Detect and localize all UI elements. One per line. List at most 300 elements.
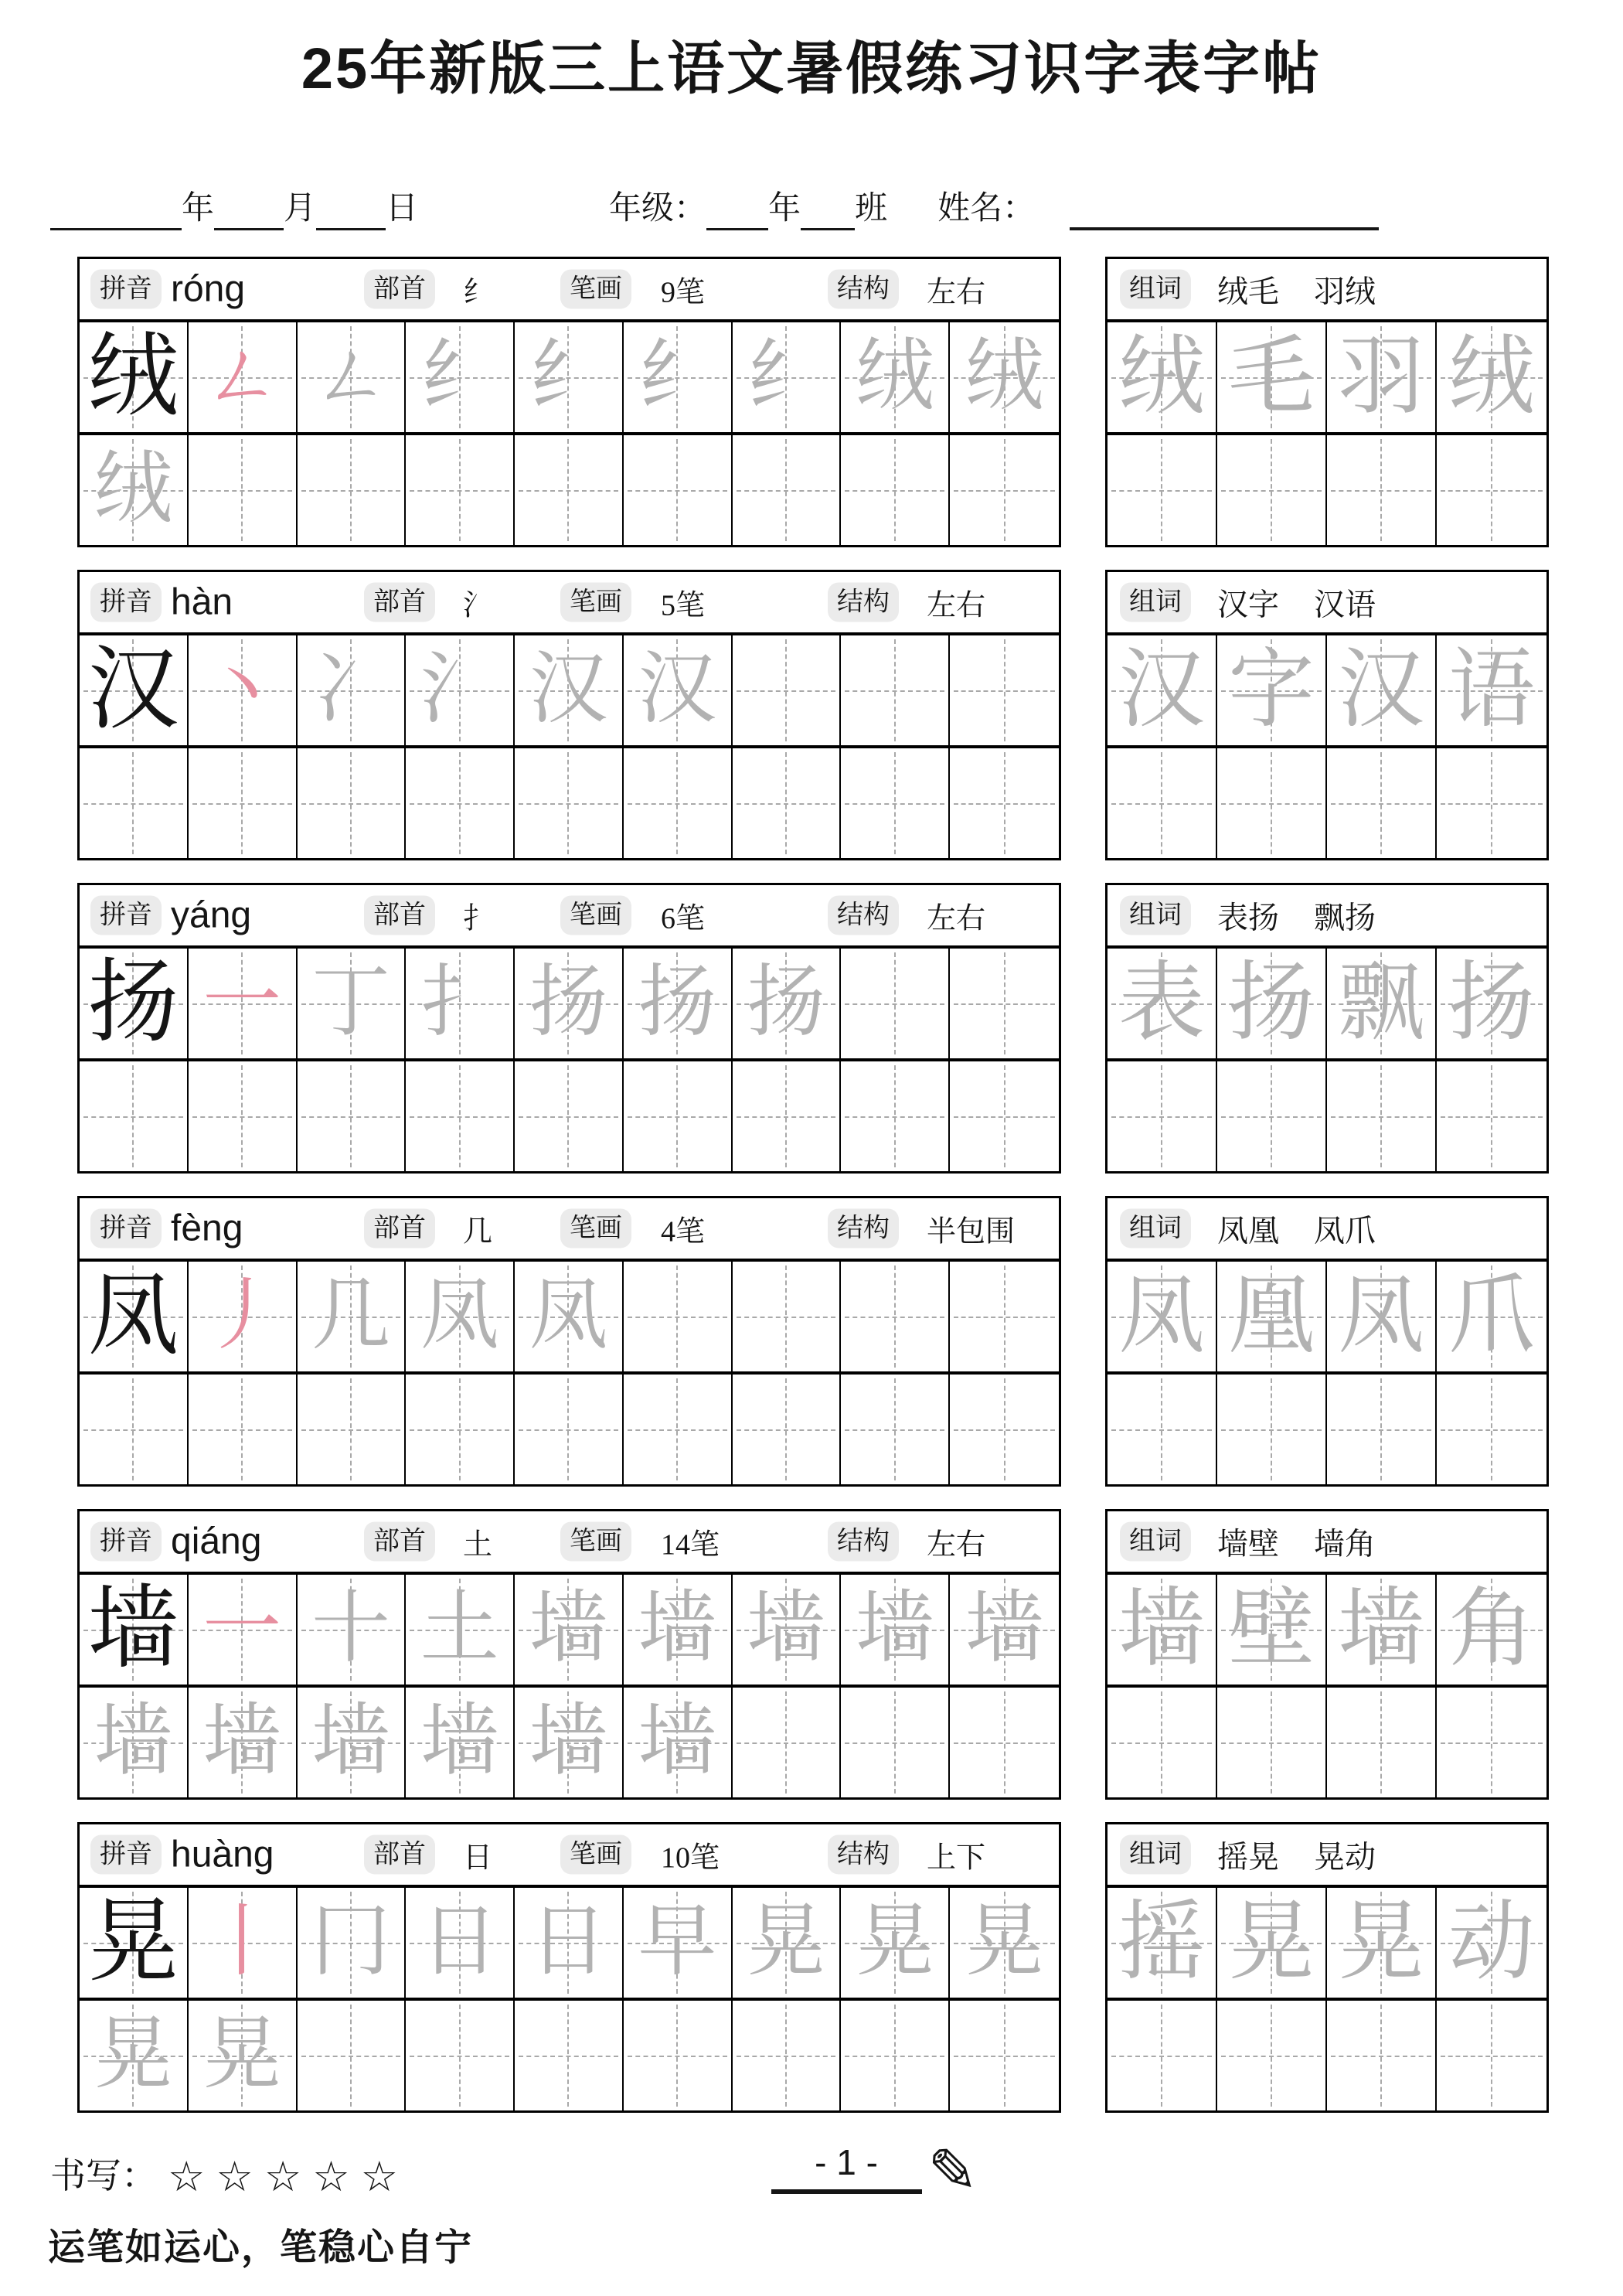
- date-day-blank: [316, 192, 386, 230]
- practice-cell: [950, 1375, 1059, 1484]
- structure-value: 左右: [927, 276, 986, 309]
- stroke-glyph: 晃: [965, 1899, 1044, 1986]
- hanzi-cell: [80, 949, 189, 1058]
- pinyin-value: róng: [171, 268, 246, 310]
- practice-cell: [1437, 1061, 1546, 1171]
- stroke-cell: [80, 2001, 189, 2110]
- character-panel-header: [80, 1824, 1059, 1888]
- practice-cell: [950, 748, 1059, 858]
- date-month-blank: [214, 192, 284, 230]
- stroke-cell: [298, 1262, 407, 1371]
- stroke-cell: [406, 1575, 515, 1685]
- stroke-glyph: 墙: [638, 1698, 717, 1786]
- main-character: 凤: [87, 1266, 179, 1367]
- word-trace-glyph: 扬: [1448, 956, 1535, 1051]
- stroke-cell: [80, 1688, 189, 1797]
- word-trace-cell: [1108, 1888, 1217, 1998]
- word-trace-glyph: 飘: [1338, 956, 1424, 1051]
- stroke-cell: [624, 322, 733, 432]
- stroke-cell: [624, 949, 733, 1058]
- word-trace-cell: [1108, 635, 1217, 745]
- stroke-cell: [515, 1688, 624, 1797]
- radical-value: 几: [463, 1215, 493, 1248]
- word-trace-cell: [1217, 1575, 1327, 1685]
- section-凤: [77, 1196, 1549, 1487]
- practice-cell: [298, 435, 407, 545]
- word-trace-cell: [1108, 1575, 1217, 1685]
- word-grid-row-2: [1108, 2001, 1546, 2110]
- stroke-glyph: 墙: [965, 1586, 1044, 1673]
- stroke-glyph: 扌: [420, 959, 499, 1047]
- date-month-label: 月: [284, 191, 317, 227]
- stroke-cell: [298, 1688, 407, 1797]
- practice-cell: [733, 2001, 842, 2110]
- stroke-cell: [298, 1575, 407, 1685]
- date-year-label: 年: [182, 191, 215, 227]
- writing-score: [50, 2148, 409, 2199]
- stroke-glyph: 日: [529, 1899, 608, 1986]
- stroke-cell: [515, 949, 624, 1058]
- section-墙: [77, 1509, 1549, 1800]
- radical-label: 部首: [364, 582, 435, 622]
- radical-value: 日: [463, 1841, 493, 1875]
- word-trace-cell: [1327, 1575, 1437, 1685]
- stroke-grid-row-1: [80, 1888, 1059, 2001]
- practice-cell: [515, 1061, 624, 1171]
- word-trace-cell: [1327, 949, 1437, 1058]
- stroke-cell: [189, 1688, 298, 1797]
- words-panel-header: [1108, 1824, 1546, 1888]
- main-character: 晃: [87, 1892, 179, 1993]
- practice-cell: [1437, 435, 1546, 545]
- stroke-cell: [624, 635, 733, 745]
- word-trace-glyph: 墙: [1338, 1582, 1424, 1678]
- practice-cell: [950, 1262, 1059, 1371]
- stroke-glyph: ㄥ: [311, 333, 390, 421]
- stroke-glyph: 扬: [529, 959, 608, 1047]
- structure-label: 结构: [828, 1208, 899, 1248]
- character-panel: [77, 257, 1061, 547]
- pinyin-label: 拼音: [90, 269, 162, 308]
- strokes-value: 6笔: [661, 902, 706, 935]
- stroke-cell: [406, 1262, 515, 1371]
- strokes-value: 14笔: [661, 1528, 720, 1562]
- hanzi-cell: [80, 635, 189, 745]
- radical-label: 部首: [364, 895, 435, 935]
- page-number: [769, 2141, 924, 2194]
- word-trace-glyph: 绒: [1448, 329, 1535, 425]
- section-汉: [77, 570, 1549, 860]
- stroke-cell: [515, 1262, 624, 1371]
- words-label: 组词: [1120, 582, 1191, 622]
- stroke-cell: [298, 635, 407, 745]
- practice-cell: [1108, 1375, 1217, 1484]
- section-扬: [77, 883, 1549, 1174]
- pinyin-value: fèng: [171, 1208, 243, 1249]
- stroke-glyph: 晃: [202, 2012, 282, 2099]
- words-label: 组词: [1120, 269, 1191, 308]
- practice-cell: [1437, 1688, 1546, 1797]
- stroke-cell: [298, 949, 407, 1058]
- practice-cell: [1108, 435, 1217, 545]
- practice-cell: [733, 1375, 842, 1484]
- words-panel-header: [1108, 885, 1546, 949]
- practice-cell: [733, 635, 842, 745]
- structure-value: 左右: [927, 1528, 986, 1562]
- word-trace-cell: [1217, 1888, 1327, 1998]
- practice-cell: [406, 748, 515, 858]
- word-trace-glyph: 羽: [1338, 329, 1424, 425]
- word-trace-glyph: 墙: [1118, 1582, 1205, 1678]
- practice-cell: [80, 1061, 189, 1171]
- character-panel-header: [80, 885, 1059, 949]
- character-panel: [77, 883, 1061, 1174]
- stroke-cell: [406, 635, 515, 745]
- word-trace-glyph: 扬: [1228, 956, 1315, 1051]
- hanzi-cell: [80, 322, 189, 432]
- words-value: [1217, 581, 1376, 625]
- stroke-cell: [841, 1888, 950, 1998]
- character-panel: [77, 570, 1061, 860]
- practice-cell: [733, 1688, 842, 1797]
- word-trace-cell: [1437, 1575, 1546, 1685]
- words-panel-header: [1108, 572, 1546, 635]
- strokes-value: 9笔: [661, 276, 706, 309]
- radical-label: 部首: [364, 269, 435, 308]
- word-trace-glyph: 晃: [1338, 1895, 1424, 1991]
- stroke-cell: [189, 949, 298, 1058]
- radical-value: 纟: [463, 276, 493, 309]
- words-value: [1217, 267, 1376, 312]
- word-trace-cell: [1437, 1262, 1546, 1371]
- word-2: 晃动: [1314, 1839, 1376, 1875]
- grade-year-label: 年: [768, 191, 801, 227]
- practice-cell: [189, 1061, 298, 1171]
- practice-cell: [298, 1375, 407, 1484]
- word-trace-cell: [1327, 635, 1437, 745]
- word-trace-cell: [1327, 1888, 1437, 1998]
- practice-cell: [733, 748, 842, 858]
- character-panel-header: [80, 572, 1059, 635]
- practice-cell: [515, 435, 624, 545]
- practice-cell: [406, 1375, 515, 1484]
- section-晃: [77, 1822, 1549, 2113]
- stroke-cell: [189, 322, 298, 432]
- stroke-cell: [298, 1888, 407, 1998]
- strokes-value: 4笔: [661, 1215, 706, 1248]
- stroke-cell: [950, 322, 1059, 432]
- word-trace-cell: [1437, 635, 1546, 745]
- name-label: 姓名：: [937, 191, 1036, 227]
- practice-cell: [950, 1061, 1059, 1171]
- stroke-cell: [733, 949, 842, 1058]
- practice-cell: [1108, 748, 1217, 858]
- stroke-glyph: 冂: [311, 1899, 390, 1986]
- words-panel: [1105, 883, 1549, 1174]
- stroke-cell: [624, 1575, 733, 1685]
- grade-class-label: 班: [855, 191, 888, 227]
- words-value: [1217, 1833, 1376, 1877]
- practice-cell: [1217, 435, 1327, 545]
- stroke-glyph: 扬: [638, 959, 717, 1047]
- page-title: 25年新版三上语文暑假练习识字表字帖: [301, 36, 1322, 100]
- practice-cell: [406, 435, 515, 545]
- stroke-cell: [515, 635, 624, 745]
- stroke-glyph: 晃: [94, 2012, 173, 2099]
- stroke-glyph: 一: [202, 1586, 282, 1673]
- stroke-glyph: 汉: [529, 646, 608, 734]
- stroke-grid-row-1: [80, 949, 1059, 1061]
- practice-cell: [1327, 435, 1437, 545]
- stroke-glyph: 一: [202, 959, 282, 1047]
- hanzi-cell: [80, 1262, 189, 1371]
- word-trace-glyph: 凰: [1228, 1269, 1315, 1364]
- date-line: [50, 187, 1379, 230]
- word-trace-cell: [1108, 1262, 1217, 1371]
- stroke-grid-row-1: [80, 635, 1059, 748]
- stroke-cell: [189, 635, 298, 745]
- word-trace-cell: [1108, 322, 1217, 432]
- word-trace-glyph: 凤: [1118, 1269, 1205, 1364]
- practice-cell: [298, 748, 407, 858]
- practice-cell: [841, 1688, 950, 1797]
- practice-cell: [1217, 748, 1327, 858]
- practice-cell: [298, 1061, 407, 1171]
- stroke-grid-row-1: [80, 1575, 1059, 1688]
- stroke-grid-row-1: [80, 1262, 1059, 1375]
- main-character: 汉: [87, 639, 179, 741]
- character-panel: [77, 1196, 1061, 1487]
- stroke-glyph: 十: [311, 1586, 390, 1673]
- word-grid-row-2: [1108, 1688, 1546, 1797]
- word-trace-glyph: 表: [1118, 956, 1205, 1051]
- radical-value: 土: [463, 1528, 493, 1562]
- word-grid-row-1: [1108, 322, 1546, 435]
- word-trace-cell: [1217, 949, 1327, 1058]
- stroke-grid-row-2: [80, 435, 1059, 545]
- word-trace-glyph: 字: [1228, 642, 1315, 738]
- character-panel: [77, 1509, 1061, 1800]
- stroke-cell: [80, 435, 189, 545]
- word-grid-row-2: [1108, 1061, 1546, 1171]
- words-label: 组词: [1120, 895, 1191, 935]
- date-day-label: 日: [386, 191, 419, 227]
- stroke-cell: [406, 949, 515, 1058]
- word-trace-glyph: 汉: [1338, 642, 1424, 738]
- stroke-glyph: 丨: [202, 1899, 282, 1986]
- stroke-grid-row-2: [80, 2001, 1059, 2110]
- stroke-grid-row-2: [80, 1688, 1059, 1797]
- stroke-grid-row-1: [80, 322, 1059, 435]
- word-trace-glyph: 晃: [1228, 1895, 1315, 1991]
- stroke-cell: [624, 1688, 733, 1797]
- practice-cell: [1327, 1688, 1437, 1797]
- practice-cell: [950, 949, 1059, 1058]
- practice-cell: [515, 1375, 624, 1484]
- practice-cell: [80, 1375, 189, 1484]
- stroke-glyph: 墙: [311, 1698, 390, 1786]
- practice-cell: [1108, 1688, 1217, 1797]
- practice-cell: [733, 1262, 842, 1371]
- structure-value: 左右: [927, 902, 986, 935]
- stroke-glyph: 墙: [855, 1586, 934, 1673]
- stroke-cell: [733, 1575, 842, 1685]
- practice-cell: [1217, 1688, 1327, 1797]
- practice-cell: [624, 435, 733, 545]
- practice-cell: [1437, 2001, 1546, 2110]
- practice-cell: [1327, 748, 1437, 858]
- words-value: [1217, 1520, 1376, 1564]
- strokes-value: 5笔: [661, 589, 706, 622]
- stroke-cell: [189, 1575, 298, 1685]
- stroke-glyph: 纟: [638, 333, 717, 421]
- word-trace-cell: [1217, 1262, 1327, 1371]
- practice-cell: [841, 1375, 950, 1484]
- stroke-glyph: 冫: [311, 646, 390, 734]
- character-panel-header: [80, 259, 1059, 322]
- stroke-glyph: 凤: [529, 1272, 608, 1360]
- structure-label: 结构: [828, 1834, 899, 1874]
- stroke-glyph: 丁: [311, 959, 390, 1047]
- practice-cell: [733, 435, 842, 545]
- stroke-glyph: 晃: [855, 1899, 934, 1986]
- words-value: [1217, 1207, 1376, 1251]
- writing-label: 书写：: [50, 2156, 157, 2196]
- sections-container: [77, 257, 1549, 2135]
- practice-cell: [624, 748, 733, 858]
- practice-cell: [1217, 1061, 1327, 1171]
- practice-cell: [841, 435, 950, 545]
- word-trace-glyph: 绒: [1118, 329, 1205, 425]
- radical-value: 扌: [463, 902, 493, 935]
- stroke-cell: [189, 1888, 298, 1998]
- practice-cell: [1217, 2001, 1327, 2110]
- radical-label: 部首: [364, 1521, 435, 1561]
- practice-cell: [515, 2001, 624, 2110]
- structure-label: 结构: [828, 582, 899, 622]
- practice-cell: [1437, 1375, 1546, 1484]
- section-绒: [77, 257, 1549, 547]
- stroke-cell: [950, 1575, 1059, 1685]
- practice-cell: [841, 2001, 950, 2110]
- pinyin-label: 拼音: [90, 582, 162, 622]
- pinyin-label: 拼音: [90, 1208, 162, 1248]
- word-1: 凤凰: [1217, 1213, 1279, 1248]
- structure-label: 结构: [828, 895, 899, 935]
- stroke-cell: [515, 1575, 624, 1685]
- stroke-cell: [189, 1262, 298, 1371]
- stroke-glyph: 纟: [529, 333, 608, 421]
- stroke-glyph: 绒: [965, 333, 1044, 421]
- stroke-grid-row-2: [80, 1061, 1059, 1171]
- stroke-cell: [515, 1888, 624, 1998]
- word-grid-row-1: [1108, 1262, 1546, 1375]
- word-2: 羽绒: [1314, 274, 1376, 309]
- grade-year-blank: [706, 192, 768, 230]
- stroke-cell: [733, 1888, 842, 1998]
- practice-cell: [950, 2001, 1059, 2110]
- practice-cell: [950, 1688, 1059, 1797]
- word-grid-row-1: [1108, 1575, 1546, 1688]
- structure-value: 左右: [927, 589, 986, 622]
- word-trace-glyph: 角: [1448, 1582, 1535, 1678]
- footer-slogan: 运笔如运心，笔稳心自宁: [48, 2227, 474, 2268]
- strokes-label: 笔画: [560, 1208, 631, 1248]
- stroke-glyph: 纟: [420, 333, 499, 421]
- practice-cell: [841, 635, 950, 745]
- strokes-label: 笔画: [560, 1521, 631, 1561]
- stroke-cell: [950, 1888, 1059, 1998]
- word-trace-cell: [1437, 1888, 1546, 1998]
- date-year-blank: [50, 192, 182, 230]
- word-trace-cell: [1437, 949, 1546, 1058]
- stroke-glyph: 墙: [529, 1698, 608, 1786]
- stroke-glyph: ㄥ: [202, 333, 282, 421]
- stroke-cell: [406, 1888, 515, 1998]
- word-2: 飘扬: [1314, 900, 1376, 935]
- word-trace-glyph: 毛: [1228, 329, 1315, 425]
- words-panel: [1105, 1509, 1549, 1800]
- word-grid-row-1: [1108, 635, 1546, 748]
- word-trace-cell: [1327, 1262, 1437, 1371]
- words-label: 组词: [1120, 1521, 1191, 1561]
- hanzi-cell: [80, 1575, 189, 1685]
- structure-label: 结构: [828, 1521, 899, 1561]
- stroke-glyph: 扬: [747, 959, 826, 1047]
- practice-cell: [841, 1061, 950, 1171]
- strokes-label: 笔画: [560, 895, 631, 935]
- stroke-glyph: 墙: [529, 1586, 608, 1673]
- word-grid-row-1: [1108, 949, 1546, 1061]
- words-panel: [1105, 1196, 1549, 1487]
- radical-label: 部首: [364, 1834, 435, 1874]
- practice-cell: [189, 1375, 298, 1484]
- stroke-glyph: 土: [420, 1586, 499, 1673]
- stroke-cell: [624, 1888, 733, 1998]
- stroke-cell: [841, 322, 950, 432]
- stroke-grid-row-2: [80, 1375, 1059, 1484]
- practice-cell: [624, 2001, 733, 2110]
- stroke-cell: [841, 1575, 950, 1685]
- word-trace-cell: [1327, 322, 1437, 432]
- strokes-label: 笔画: [560, 1834, 631, 1874]
- words-panel: [1105, 570, 1549, 860]
- stroke-glyph: 绒: [855, 333, 934, 421]
- stroke-cell: [406, 1688, 515, 1797]
- pencil-icon: ✎: [927, 2138, 978, 2205]
- word-trace-glyph: 汉: [1118, 642, 1205, 738]
- stroke-glyph: 丶: [202, 646, 282, 734]
- page-number-underline: [771, 2189, 922, 2194]
- word-trace-cell: [1437, 322, 1546, 432]
- word-2: 墙角: [1314, 1526, 1376, 1562]
- word-trace-glyph: 壁: [1228, 1582, 1315, 1678]
- pinyin-value: yáng: [171, 894, 252, 936]
- practice-cell: [624, 1061, 733, 1171]
- stroke-glyph: 凤: [420, 1272, 499, 1360]
- practice-cell: [298, 2001, 407, 2110]
- word-trace-cell: [1217, 322, 1327, 432]
- practice-cell: [1108, 2001, 1217, 2110]
- word-trace-cell: [1108, 949, 1217, 1058]
- stroke-glyph: 墙: [94, 1698, 173, 1786]
- word-grid-row-2: [1108, 1375, 1546, 1484]
- practice-cell: [1327, 1375, 1437, 1484]
- stroke-glyph: 纟: [747, 333, 826, 421]
- practice-cell: [1327, 2001, 1437, 2110]
- word-trace-glyph: 爪: [1448, 1269, 1535, 1364]
- grade-label: 年级：: [609, 191, 707, 227]
